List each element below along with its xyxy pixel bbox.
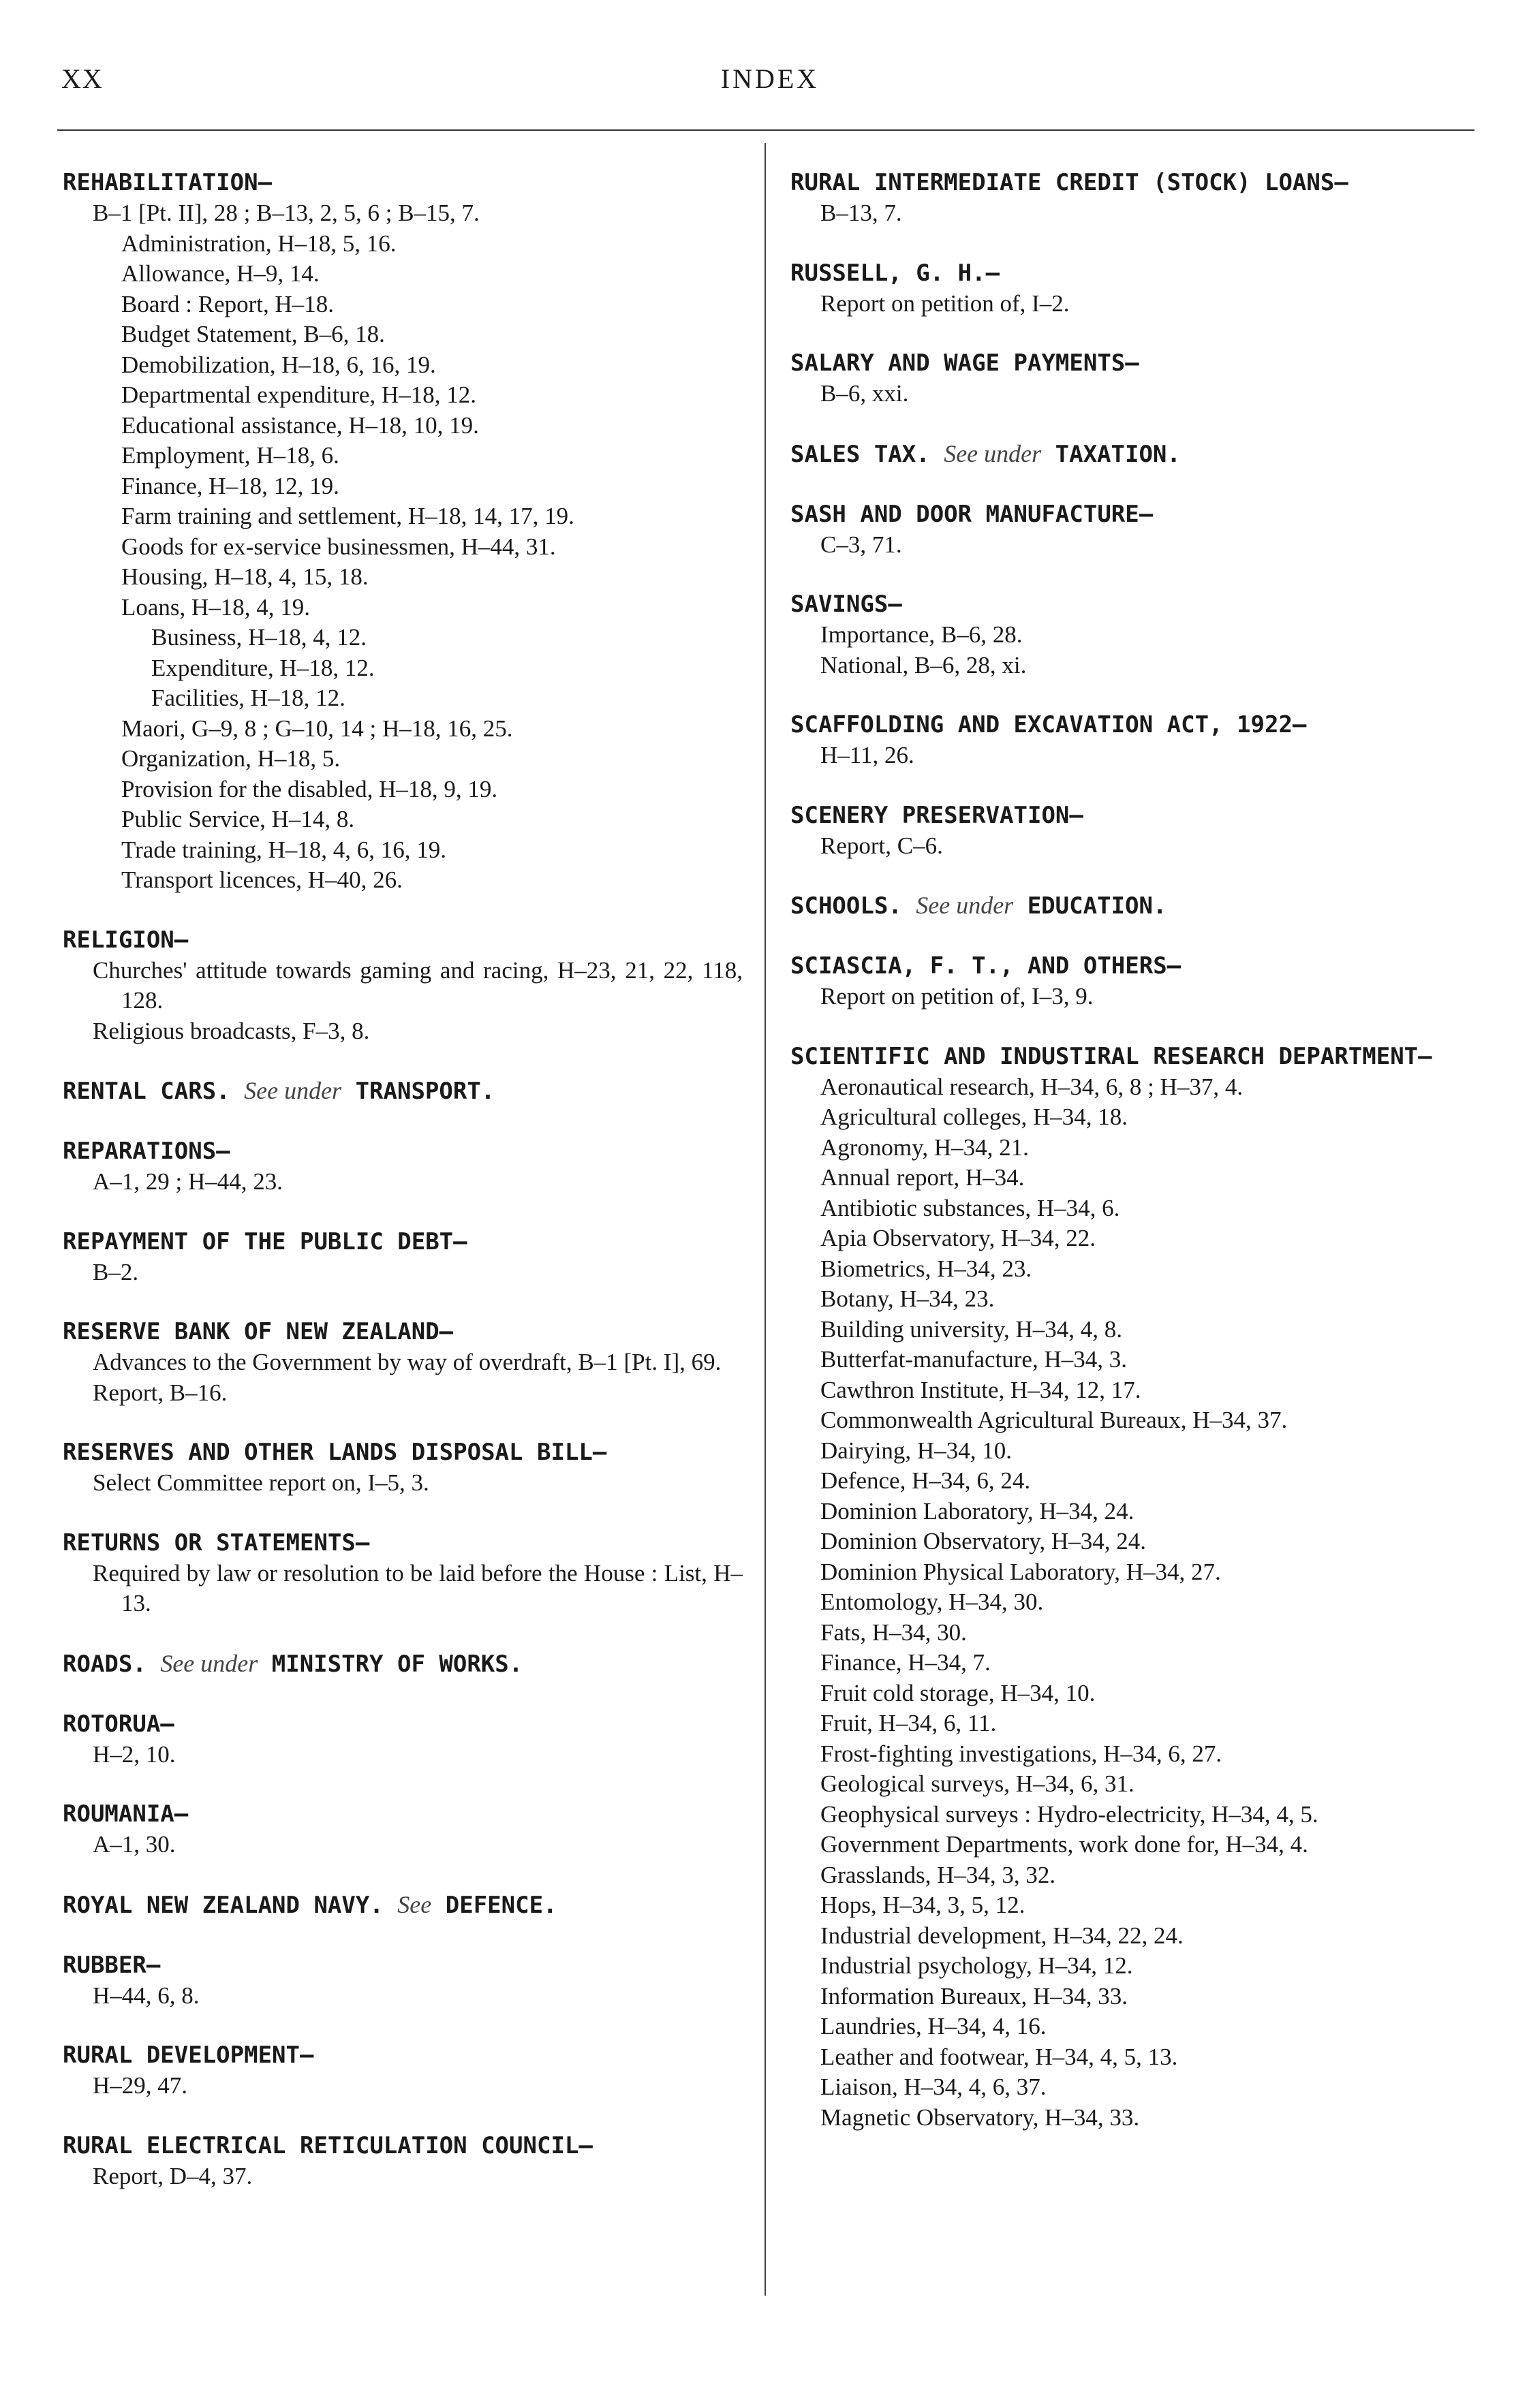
- entry-line: Loans, H–18, 4, 19.: [121, 593, 311, 621]
- entry-line: Importance, B–6, 28.: [820, 621, 1023, 648]
- see-target: EDUCATION.: [1027, 892, 1167, 920]
- entry-line: Dominion Observatory, H–34, 24.: [820, 1528, 1146, 1554]
- see-target: DEFENCE.: [445, 1891, 557, 1919]
- entry-line: Botany, H–34, 23.: [820, 1285, 995, 1312]
- entry-heading: [63, 167, 743, 198]
- entry-line: Laundries, H–34, 4, 16.: [820, 2013, 1047, 2039]
- entry-heading: [63, 1527, 743, 1559]
- entry-heading: [63, 1437, 743, 1468]
- left-column: [63, 167, 743, 2220]
- index-entry: [63, 1437, 743, 1499]
- entry-heading: [790, 257, 1465, 289]
- entry-line: B–2.: [93, 1258, 139, 1285]
- heading-text: SASH AND DOOR MANUFACTURE—: [790, 500, 1154, 528]
- column-divider: [764, 143, 766, 2296]
- heading-text: SCIASCIA, F. T., AND OTHERS—: [790, 952, 1182, 980]
- index-entry: [790, 1041, 1465, 2133]
- entry-line: Industrial psychology, H–34, 12.: [820, 1952, 1133, 1979]
- entry-line: Board : Report, H–18.: [121, 290, 335, 317]
- heading-text: RESERVES AND OTHER LANDS DISPOSAL BILL—: [63, 1439, 607, 1466]
- entry-heading: [790, 709, 1465, 740]
- entry-line: Grasslands, H–34, 3, 32.: [820, 1861, 1056, 1888]
- heading-text: REPARATIONS—: [63, 1138, 230, 1165]
- entry-heading: [63, 1136, 743, 1167]
- entry-line: Government Departments, work done for, H–34, 4.: [820, 1831, 1308, 1858]
- entry-heading: [790, 347, 1465, 379]
- index-entry: [63, 2039, 743, 2101]
- index-entry: [63, 924, 743, 1047]
- index-entry: [63, 1648, 743, 1680]
- entry-heading: [790, 589, 1465, 620]
- entry-line: A–1, 29 ; H–44, 23.: [93, 1168, 283, 1195]
- heading-text: REPAYMENT OF THE PUBLIC DEBT—: [63, 1228, 467, 1255]
- entry-line: Biometrics, H–34, 23.: [820, 1255, 1032, 1282]
- heading-text: RESERVE BANK OF NEW ZEALAND—: [63, 1318, 454, 1345]
- heading-text: REHABILITATION—: [63, 169, 273, 196]
- entry-line: Demobilization, H–18, 6, 16, 19.: [121, 351, 436, 378]
- entry-line: Report, C–6.: [820, 832, 943, 859]
- heading-text: SCHOOLS.: [790, 892, 902, 920]
- entry-line: Hops, H–34, 3, 5, 12.: [820, 1892, 1025, 1918]
- see-reference: See: [397, 1890, 432, 1918]
- entry-line: Magnetic Observatory, H–34, 33.: [820, 2104, 1140, 2131]
- entry-heading: [63, 1889, 743, 1921]
- index-entry: [790, 709, 1465, 771]
- entry-line: Frost-fighting investigations, H–34, 6, 27.: [820, 1740, 1222, 1767]
- entry-line: Report on petition of, I–3, 9.: [820, 983, 1094, 1010]
- index-entry: [63, 1708, 743, 1770]
- entry-line: Administration, H–18, 5, 16.: [121, 230, 397, 257]
- entry-heading: [790, 1041, 1465, 1072]
- entry-heading: [63, 2039, 743, 2071]
- heading-text: ROUMANIA—: [63, 1800, 189, 1828]
- heading-text: RUSSELL, G. H.—: [790, 259, 1000, 287]
- entry-line: Required by law or resolution to be laid before the House : List, H–13.: [93, 1559, 743, 1616]
- see-target: TRANSPORT.: [355, 1078, 495, 1105]
- page-header: [61, 63, 1479, 104]
- entry-line: Trade training, H–18, 4, 6, 16, 19.: [121, 836, 447, 863]
- entry-line: Finance, H–18, 12, 19.: [121, 472, 339, 499]
- entry-line: H–2, 10.: [93, 1740, 176, 1768]
- index-entry: [790, 347, 1465, 409]
- heading-text: SALES TAX.: [790, 440, 930, 468]
- index-entry: [790, 950, 1465, 1012]
- entry-line: Provision for the disabled, H–18, 9, 19.: [121, 775, 498, 802]
- heading-text: RETURNS OR STATEMENTS—: [63, 1529, 370, 1557]
- entry-line: Aeronautical research, H–34, 6, 8 ; H–37, 4.: [820, 1073, 1244, 1100]
- index-entry: [63, 1798, 743, 1860]
- entry-line: Goods for ex-service businessmen, H–44, 31.: [121, 533, 556, 560]
- entry-line: Fruit cold storage, H–34, 10.: [820, 1679, 1096, 1706]
- entry-heading: [63, 2130, 743, 2161]
- entry-heading: [63, 1950, 743, 1981]
- entry-heading: [790, 890, 1465, 922]
- entry-line: Facilities, H–18, 12.: [151, 685, 345, 711]
- entry-line: Dominion Laboratory, H–34, 24.: [820, 1497, 1134, 1524]
- entry-line: Industrial development, H–34, 22, 24.: [820, 1922, 1184, 1949]
- entry-line: Finance, H–34, 7.: [820, 1649, 991, 1676]
- index-entry: [790, 499, 1465, 561]
- index-entry: [790, 438, 1465, 470]
- heading-text: SCENERY PRESERVATION—: [790, 801, 1083, 829]
- index-entry: [63, 167, 743, 896]
- entry-heading: [63, 1316, 743, 1347]
- entry-line: Maori, G–9, 8 ; G–10, 14 ; H–18, 16, 25.: [121, 715, 513, 742]
- entry-heading: [790, 800, 1465, 831]
- entry-line: Farm training and settlement, H–18, 14, 17, 19.: [121, 503, 574, 529]
- entry-line: Geological surveys, H–34, 6, 31.: [820, 1770, 1134, 1797]
- entry-line: Report, D–4, 37.: [93, 2162, 253, 2189]
- entry-line: Business, H–18, 4, 12.: [151, 624, 367, 651]
- entry-heading: [790, 167, 1465, 198]
- see-reference: See under: [244, 1077, 342, 1104]
- entry-heading: [63, 1708, 743, 1740]
- entry-line: Commonwealth Agricultural Bureaux, H–34, 37.: [820, 1407, 1288, 1433]
- entry-line: H–44, 6, 8.: [93, 1982, 200, 2009]
- index-entry: [790, 589, 1465, 681]
- index-entry: [790, 800, 1465, 862]
- entry-line: Fruit, H–34, 6, 11.: [820, 1710, 997, 1736]
- entry-line: Allowance, H–9, 14.: [121, 260, 320, 287]
- entry-line: Building university, H–34, 4, 8.: [820, 1315, 1123, 1343]
- entry-line: Departmental expenditure, H–18, 12.: [121, 381, 476, 408]
- heading-text: ROYAL NEW ZEALAND NAVY.: [63, 1891, 384, 1919]
- entry-line: Fats, H–34, 30.: [820, 1619, 967, 1646]
- entry-heading: [63, 1648, 743, 1680]
- entry-heading: [63, 1075, 743, 1107]
- see-reference: See under: [916, 892, 1014, 919]
- entry-line: Cawthron Institute, H–34, 12, 17.: [820, 1376, 1141, 1403]
- entry-line: Select Committee report on, I–5, 3.: [93, 1469, 429, 1496]
- entry-line: Defence, H–34, 6, 24.: [820, 1467, 1031, 1494]
- index-entry: [63, 1136, 743, 1198]
- entry-line: Agricultural colleges, H–34, 18.: [820, 1104, 1128, 1130]
- heading-text: SALARY AND WAGE PAYMENTS—: [790, 349, 1139, 377]
- index-entry: [63, 1527, 743, 1619]
- entry-heading: [63, 1798, 743, 1830]
- entry-heading: [63, 1226, 743, 1257]
- index-entry: [790, 167, 1465, 229]
- see-target: MINISTRY OF WORKS.: [271, 1650, 523, 1678]
- index-entry: [63, 2130, 743, 2192]
- index-entry: [790, 890, 1465, 922]
- index-entry: [63, 1889, 743, 1921]
- entry-line: Information Bureaux, H–34, 33.: [820, 1982, 1128, 2010]
- heading-text: RENTAL CARS.: [63, 1078, 230, 1105]
- see-reference: See under: [160, 1649, 258, 1677]
- entry-line: H–11, 26.: [820, 742, 914, 768]
- entry-line: Housing, H–18, 4, 15, 18.: [121, 563, 369, 590]
- entry-line: Entomology, H–34, 30.: [820, 1589, 1044, 1615]
- entry-line: B–1 [Pt. II], 28 ; B–13, 2, 5, 6 ; B–15, 7.: [93, 200, 480, 226]
- entry-line: Leather and footwear, H–34, 4, 5, 13.: [820, 2043, 1178, 2070]
- entry-heading: [790, 438, 1465, 470]
- entry-line: Public Service, H–14, 8.: [121, 806, 355, 832]
- see-target: TAXATION.: [1055, 440, 1181, 468]
- header-rule: [57, 129, 1474, 131]
- see-reference: See under: [944, 439, 1042, 467]
- entry-line: Churches' attitude towards gaming and racing, H–23, 21, 22, 118, 128.: [93, 956, 743, 1014]
- heading-text: RURAL INTERMEDIATE CREDIT (STOCK) LOANS—: [790, 169, 1348, 196]
- entry-line: A–1, 30.: [93, 1831, 176, 1858]
- page-number: XX: [61, 63, 104, 94]
- index-entry: [790, 257, 1465, 319]
- heading-text: ROTORUA—: [63, 1710, 174, 1738]
- entry-line: Transport licences, H–40, 26.: [121, 866, 403, 893]
- entry-line: Religious broadcasts, F–3, 8.: [93, 1017, 370, 1044]
- entry-line: Dairying, H–34, 10.: [820, 1437, 1012, 1464]
- entry-line: Agronomy, H–34, 21.: [820, 1133, 1029, 1161]
- heading-text: ROADS.: [63, 1650, 146, 1678]
- right-column: [790, 167, 1465, 2161]
- heading-text: SAVINGS—: [790, 591, 902, 618]
- heading-text: RURAL DEVELOPMENT—: [63, 2042, 314, 2069]
- entry-heading: [790, 950, 1465, 982]
- entry-heading: [63, 924, 743, 956]
- entry-line: C–3, 71.: [820, 531, 902, 558]
- entry-line: Apia Observatory, H–34, 22.: [820, 1225, 1096, 1251]
- entry-line: B–6, xxi.: [820, 380, 909, 407]
- entry-line: Organization, H–18, 5.: [121, 745, 341, 772]
- entry-line: National, B–6, 28, xi.: [820, 651, 1027, 678]
- entry-line: Dominion Physical Laboratory, H–34, 27.: [820, 1558, 1221, 1585]
- entry-line: B–13, 7.: [820, 200, 902, 226]
- heading-text: RELIGION—: [63, 926, 189, 954]
- heading-text: RURAL ELECTRICAL RETICULATION COUNCIL—: [63, 2131, 593, 2159]
- entry-line: Report on petition of, I–2.: [820, 290, 1070, 317]
- page-title: INDEX: [720, 63, 820, 94]
- entry-line: Advances to the Government by way of overdraft, B–1 [Pt. I], 69.: [93, 1349, 722, 1375]
- heading-text: RUBBER—: [63, 1951, 161, 1979]
- entry-line: Employment, H–18, 6.: [121, 442, 339, 469]
- entry-line: Antibiotic substances, H–34, 6.: [820, 1194, 1120, 1221]
- entry-line: Geophysical surveys : Hydro-electricity, H–34, 4, 5.: [820, 1800, 1318, 1828]
- entry-line: Annual report, H–34.: [820, 1164, 1025, 1191]
- entry-heading: [790, 499, 1465, 530]
- index-entry: [63, 1316, 743, 1408]
- entry-line: Expenditure, H–18, 12.: [151, 654, 375, 681]
- index-entry: [63, 1226, 743, 1288]
- entry-line: Report, B–16.: [93, 1379, 228, 1406]
- entry-line: Butterfat-manufacture, H–34, 3.: [820, 1346, 1127, 1373]
- heading-text: SCAFFOLDING AND EXCAVATION ACT, 1922—: [790, 711, 1307, 738]
- entry-line: Liaison, H–34, 4, 6, 37.: [820, 2074, 1047, 2100]
- entry-line: H–29, 47.: [93, 2072, 188, 2099]
- heading-text: SCIENTIFIC AND INDUSTIRAL RESEARCH DEPARTMENT—: [790, 1042, 1432, 1070]
- entry-line: Educational assistance, H–18, 10, 19.: [121, 411, 479, 439]
- index-entry: [63, 1075, 743, 1107]
- index-entry: [63, 1950, 743, 2012]
- entry-line: Budget Statement, B–6, 18.: [121, 321, 385, 347]
